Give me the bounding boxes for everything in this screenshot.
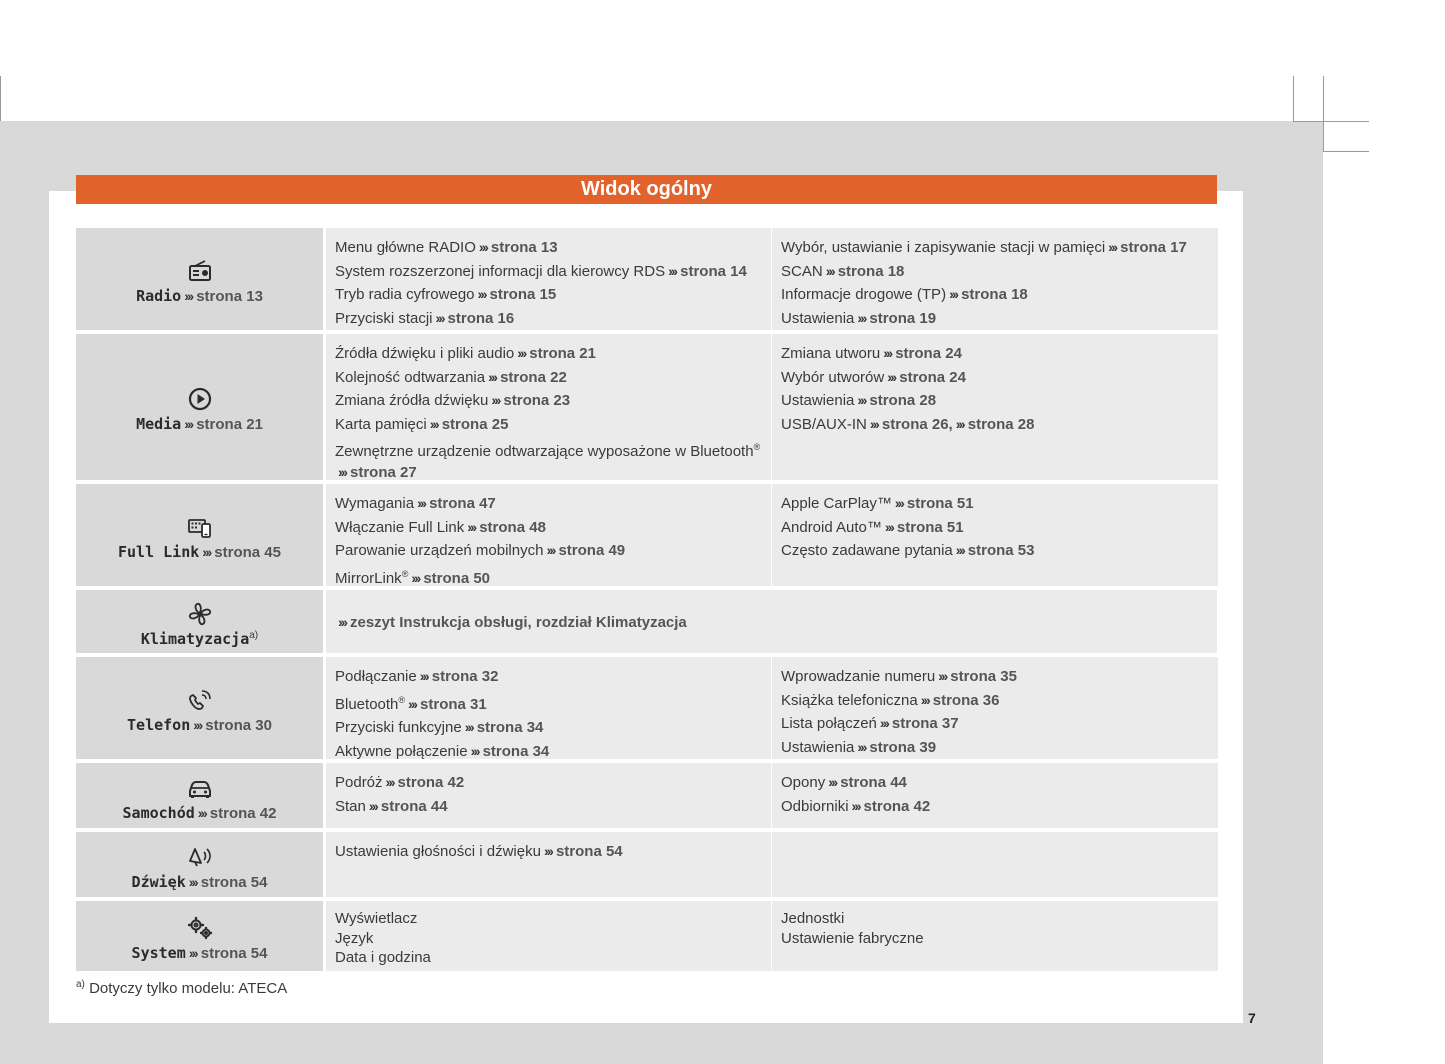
category-name: Telefon bbox=[127, 716, 191, 734]
page-reference[interactable]: strona 25 bbox=[441, 415, 509, 433]
reference-arrow-icon: ››› bbox=[825, 262, 834, 279]
entry-text: Wybór, ustawianie i zapisywanie stacji w pamięci bbox=[781, 239, 1106, 256]
page-reference[interactable]: strona 31 bbox=[420, 695, 487, 713]
table-row bbox=[76, 657, 1217, 759]
entry-text: Menu główne RADIO bbox=[335, 239, 476, 256]
reference-arrow-icon: ››› bbox=[857, 392, 866, 408]
category-name: System bbox=[131, 944, 186, 962]
page-reference[interactable]: strona 53 bbox=[967, 542, 1035, 559]
entry-line bbox=[335, 389, 763, 413]
entry-line bbox=[335, 516, 763, 540]
footnote-text: Dotyczy tylko modelu: ATECA bbox=[89, 980, 288, 997]
reference-arrow-icon: ››› bbox=[368, 797, 377, 814]
page-number: 7 bbox=[1248, 1010, 1256, 1026]
crop-mark bbox=[1293, 76, 1294, 121]
reference-arrow-icon: ››› bbox=[517, 345, 526, 361]
category-cell bbox=[76, 901, 323, 971]
entry-text: Podróż bbox=[335, 774, 383, 791]
table-row bbox=[76, 901, 1217, 971]
entry-text: Zewnętrzne urządzenie odtwarzające wyposażone w Bluetooth bbox=[335, 443, 754, 460]
full-link-icon bbox=[186, 513, 214, 541]
footnote-mark: a) bbox=[76, 979, 85, 990]
entry-line bbox=[781, 539, 1210, 563]
page-reference[interactable]: strona 35 bbox=[950, 668, 1017, 685]
entry-line bbox=[781, 413, 1210, 437]
page-reference[interactable]: strona 37 bbox=[891, 715, 959, 732]
reference-arrow-icon: ››› bbox=[938, 668, 947, 684]
category-page-reference[interactable]: strona 21 bbox=[196, 416, 263, 433]
page-reference[interactable]: strona 47 bbox=[429, 495, 496, 512]
reference-arrow-icon: ››› bbox=[857, 309, 866, 326]
content-cell-left bbox=[326, 484, 771, 586]
table-row bbox=[76, 590, 1217, 653]
reference-arrow-icon: ››› bbox=[408, 695, 417, 712]
content-cell-right bbox=[772, 334, 1218, 480]
category-label bbox=[132, 873, 268, 891]
page-reference[interactable]: strona 39 bbox=[869, 738, 937, 756]
category-cell bbox=[76, 228, 323, 330]
category-name: Dźwięk bbox=[131, 872, 186, 891]
reference-arrow-icon: ››› bbox=[188, 945, 197, 961]
page-reference[interactable]: strona 50 bbox=[423, 569, 491, 587]
page-reference[interactable]: strona 24 bbox=[895, 345, 962, 362]
entry-text: Informacje drogowe (TP) bbox=[781, 286, 947, 303]
entry-text: Lista połączeń bbox=[781, 715, 877, 732]
reference-arrow-icon: ››› bbox=[894, 495, 903, 511]
entry-line bbox=[781, 260, 1210, 284]
reference-arrow-icon: ››› bbox=[949, 286, 958, 302]
entry-line bbox=[335, 342, 763, 366]
page-reference[interactable]: strona 49 bbox=[558, 542, 626, 559]
entry-line bbox=[335, 909, 763, 929]
reference-arrow-icon: ››› bbox=[1108, 239, 1117, 255]
car-icon bbox=[186, 774, 214, 802]
entry-text: Ustawienia bbox=[781, 738, 855, 756]
entry-line bbox=[781, 307, 1210, 331]
page-reference[interactable]: strona 34 bbox=[482, 742, 550, 760]
page-reference[interactable]: strona 54 bbox=[555, 843, 623, 860]
reference-arrow-icon: ››› bbox=[464, 719, 473, 735]
entry-line bbox=[781, 689, 1210, 713]
reference-arrow-icon: ››› bbox=[884, 518, 893, 535]
category-name: Full Link bbox=[118, 543, 200, 561]
entry-text: Ustawienia bbox=[781, 309, 855, 327]
category-cell bbox=[76, 590, 323, 653]
reference-arrow-icon: ››› bbox=[488, 368, 497, 385]
reference-arrow-icon: ››› bbox=[417, 495, 426, 511]
reference-arrow-icon: ››› bbox=[338, 463, 346, 480]
entry-text: Ustawienia bbox=[781, 392, 855, 409]
entry-line bbox=[335, 840, 763, 864]
entry-text: Język bbox=[335, 929, 374, 947]
reference-arrow-icon: ››› bbox=[546, 542, 555, 558]
reference-arrow-icon: ››› bbox=[869, 415, 878, 432]
entry-text: Źródła dźwięku i pliki audio bbox=[335, 345, 515, 362]
entry-text: USB/AUX-IN bbox=[781, 415, 867, 433]
reference-arrow-icon: ››› bbox=[477, 286, 486, 302]
content-cell-left bbox=[326, 334, 771, 480]
table-row bbox=[76, 228, 1217, 330]
entry-text: SCAN bbox=[781, 262, 823, 280]
crop-mark bbox=[0, 76, 1, 121]
reference-arrow-icon: ››› bbox=[491, 392, 500, 408]
entry-text: Przyciski stacji bbox=[335, 309, 433, 327]
entry-text: Aktywne połączenie bbox=[335, 742, 468, 760]
table-row bbox=[76, 832, 1217, 897]
reference-arrow-icon: ››› bbox=[857, 738, 866, 755]
entry-text: Kolejność odtwarzania bbox=[335, 368, 486, 386]
category-page-reference[interactable]: strona 42 bbox=[209, 804, 277, 822]
category-cell bbox=[76, 763, 323, 828]
reference-arrow-icon: ››› bbox=[828, 774, 837, 790]
entry-text: Przyciski funkcyjne bbox=[335, 719, 462, 736]
page-reference[interactable]: strona 27 bbox=[350, 463, 417, 481]
entry-text: Ustawienia głośności i dźwięku bbox=[335, 843, 541, 860]
page-reference[interactable]: strona 44 bbox=[840, 774, 907, 791]
entry-line bbox=[781, 712, 1210, 736]
entry-line bbox=[335, 413, 763, 437]
content-cell-wide bbox=[326, 590, 1217, 653]
page-reference[interactable]: strona 16 bbox=[447, 309, 515, 327]
phone-icon bbox=[186, 686, 214, 714]
entry-line bbox=[781, 389, 1210, 413]
category-label bbox=[132, 944, 268, 962]
page-reference[interactable]: strona 19 bbox=[869, 309, 937, 327]
page-reference[interactable]: strona 32 bbox=[431, 668, 499, 685]
table-row bbox=[76, 763, 1217, 828]
page-reference[interactable]: strona 48 bbox=[479, 518, 546, 536]
content-cell-left bbox=[326, 763, 771, 828]
reference-arrow-icon: ››› bbox=[883, 345, 892, 361]
category-page-reference[interactable]: strona 13 bbox=[196, 288, 263, 305]
entry-line bbox=[781, 366, 1210, 390]
reference-arrow-icon: ››› bbox=[184, 416, 193, 432]
reference-arrow-icon: ››› bbox=[193, 717, 202, 733]
reference-arrow-icon: ››› bbox=[851, 797, 860, 814]
page-reference[interactable]: strona 23 bbox=[503, 392, 571, 409]
entry-text: Karta pamięci bbox=[335, 415, 427, 433]
content-cell-left bbox=[326, 901, 771, 971]
play-icon bbox=[186, 385, 214, 413]
reference-arrow-icon: ››› bbox=[385, 774, 394, 790]
entry-line bbox=[335, 611, 687, 635]
content-cell-left bbox=[326, 832, 771, 897]
category-page-reference[interactable]: strona 54 bbox=[200, 945, 268, 962]
entry-line bbox=[335, 436, 763, 464]
page-title-text: Widok ogólny bbox=[581, 178, 712, 200]
reference-arrow-icon: ››› bbox=[419, 668, 428, 684]
page-reference[interactable]: strona 17 bbox=[1120, 239, 1187, 256]
content-cell-right bbox=[772, 901, 1218, 971]
page-reference[interactable]: strona 51 bbox=[906, 495, 974, 512]
category-name: Klimatyzacja bbox=[140, 629, 250, 648]
page-title bbox=[76, 175, 1217, 204]
page-reference[interactable]: strona 13 bbox=[490, 239, 558, 256]
entry-line bbox=[335, 771, 763, 795]
entry-text: Stan bbox=[335, 797, 366, 815]
table-row bbox=[76, 334, 1217, 480]
entry-line bbox=[335, 283, 763, 307]
reference-arrow-icon: ››› bbox=[668, 262, 677, 279]
overview-table bbox=[76, 228, 1217, 971]
entry-line bbox=[335, 795, 763, 819]
category-label bbox=[136, 287, 263, 305]
page-reference[interactable]: strona 28 bbox=[869, 392, 937, 409]
reference-arrow-icon: ››› bbox=[955, 542, 964, 558]
crop-mark bbox=[1323, 76, 1324, 152]
category-cell bbox=[76, 484, 323, 586]
entry-line bbox=[335, 366, 763, 390]
reference-arrow-icon: ››› bbox=[470, 742, 479, 759]
gears-icon bbox=[186, 914, 214, 942]
entry-text: Zmiana utworu bbox=[781, 345, 881, 362]
entry-text: Wybór utworów bbox=[781, 368, 885, 386]
category-name: Samochód bbox=[122, 803, 195, 822]
entry-text: Włączanie Full Link bbox=[335, 518, 465, 536]
entry-line bbox=[335, 740, 763, 764]
entry-text: Podłączanie bbox=[335, 668, 417, 685]
entry-line bbox=[781, 736, 1210, 760]
category-cell bbox=[76, 832, 323, 897]
page-reference[interactable]: strona 34 bbox=[476, 719, 544, 736]
manual-reference[interactable]: zeszyt Instrukcja obsługi, rozdział Klimatyzacja bbox=[350, 613, 687, 631]
entry-line bbox=[335, 948, 763, 968]
content-cell-right bbox=[772, 657, 1218, 759]
entry-text: Jednostki bbox=[781, 910, 845, 927]
entry-line bbox=[781, 516, 1210, 540]
entry-text: Ustawienie fabryczne bbox=[781, 929, 924, 947]
page-reference[interactable]: strona 51 bbox=[896, 518, 964, 536]
registered-mark: ® bbox=[401, 568, 409, 579]
content-cell-right bbox=[772, 484, 1218, 586]
content-cell-left bbox=[326, 657, 771, 759]
entry-text: MirrorLink bbox=[335, 569, 402, 587]
reference-arrow-icon: ››› bbox=[920, 691, 929, 708]
category-cell bbox=[76, 334, 323, 480]
entry-line bbox=[781, 795, 1210, 819]
fan-icon bbox=[186, 600, 214, 628]
content-cell-right bbox=[772, 832, 1218, 897]
entry-line bbox=[335, 461, 763, 485]
page-reference[interactable]: strona 42 bbox=[863, 797, 931, 815]
page-reference[interactable]: strona 21 bbox=[529, 345, 596, 362]
category-label bbox=[141, 630, 258, 648]
footnote bbox=[76, 979, 287, 997]
reference-arrow-icon: ››› bbox=[543, 843, 552, 859]
reference-arrow-icon: ››› bbox=[435, 309, 444, 326]
entry-text: Bluetooth bbox=[335, 695, 399, 713]
reference-arrow-icon: ››› bbox=[202, 544, 211, 560]
page-reference[interactable]: strona 42 bbox=[397, 774, 465, 791]
page-reference[interactable]: strona 14 bbox=[680, 262, 747, 280]
speaker-icon bbox=[186, 843, 214, 871]
page-reference[interactable]: strona 18 bbox=[961, 286, 1028, 303]
category-label bbox=[136, 415, 263, 433]
page-reference[interactable]: strona 28 bbox=[967, 415, 1035, 433]
crop-mark bbox=[1293, 121, 1369, 122]
reference-arrow-icon: ››› bbox=[887, 368, 896, 385]
entry-line bbox=[335, 539, 763, 563]
entry-text: Android Auto™ bbox=[781, 518, 882, 536]
entry-line bbox=[335, 492, 763, 516]
entry-text: Apple CarPlay™ bbox=[781, 495, 892, 512]
entry-text: Często zadawane pytania bbox=[781, 542, 953, 559]
category-name: Media bbox=[136, 415, 182, 433]
entry-text: Wymagania bbox=[335, 495, 415, 512]
category-page-reference[interactable]: strona 54 bbox=[200, 873, 268, 891]
page-reference[interactable]: strona 24 bbox=[899, 368, 966, 386]
entry-line bbox=[335, 689, 763, 717]
reference-arrow-icon: ››› bbox=[467, 518, 476, 535]
category-label bbox=[127, 716, 272, 734]
entry-text: Książka telefoniczna bbox=[781, 691, 918, 709]
content-cell-right bbox=[772, 228, 1218, 330]
registered-mark: ® bbox=[398, 694, 406, 705]
category-page-reference[interactable]: strona 45 bbox=[214, 544, 281, 561]
reference-arrow-icon: ››› bbox=[478, 239, 487, 255]
entry-line bbox=[335, 236, 763, 260]
category-page-reference[interactable]: strona 30 bbox=[205, 717, 272, 734]
footnote-mark: a) bbox=[249, 629, 259, 641]
page-reference[interactable]: strona 44 bbox=[380, 797, 448, 815]
entry-line bbox=[781, 909, 1210, 929]
entry-line bbox=[781, 342, 1210, 366]
page-reference[interactable]: strona 22 bbox=[500, 368, 567, 386]
entry-text: Wyświetlacz bbox=[335, 910, 418, 927]
content-cell-left bbox=[326, 228, 771, 330]
reference-arrow-icon: ››› bbox=[188, 873, 197, 890]
entry-text: Opony bbox=[781, 774, 826, 791]
table-row bbox=[76, 484, 1217, 586]
entry-text: Zmiana źródła dźwięku bbox=[335, 392, 489, 409]
reference-arrow-icon: ››› bbox=[184, 288, 193, 304]
entry-line bbox=[781, 929, 1210, 949]
category-name: Radio bbox=[136, 287, 182, 305]
page-reference[interactable]: strona 36 bbox=[932, 691, 1000, 709]
crop-mark bbox=[1323, 151, 1369, 152]
registered-mark: ® bbox=[753, 442, 761, 452]
reference-arrow-icon: ››› bbox=[197, 804, 206, 821]
entry-text: Odbiorniki bbox=[781, 797, 849, 815]
content-cell-right bbox=[772, 763, 1218, 828]
entry-line bbox=[781, 283, 1210, 307]
entry-line bbox=[335, 929, 763, 949]
entry-line bbox=[335, 716, 763, 740]
reference-arrow-icon: ››› bbox=[338, 613, 346, 630]
reference-arrow-icon: ››› bbox=[879, 715, 888, 731]
reference-arrow-icon: ››› bbox=[955, 415, 964, 432]
category-cell bbox=[76, 657, 323, 759]
entry-line bbox=[335, 307, 763, 331]
entry-text: Tryb radia cyfrowego bbox=[335, 286, 475, 303]
entry-line bbox=[335, 665, 763, 689]
entry-line bbox=[781, 236, 1210, 260]
entry-line bbox=[335, 260, 763, 284]
reference-arrow-icon: ››› bbox=[429, 415, 438, 432]
entry-text: System rozszerzonej informacji dla kierowcy RDS bbox=[335, 262, 666, 280]
entry-line bbox=[781, 665, 1210, 689]
entry-text: Wprowadzanie numeru bbox=[781, 668, 936, 685]
category-label bbox=[123, 804, 277, 822]
entry-text: Parowanie urządzeń mobilnych bbox=[335, 542, 544, 559]
reference-arrow-icon: ››› bbox=[411, 569, 420, 586]
page-reference[interactable]: strona 15 bbox=[489, 286, 557, 303]
page-reference[interactable]: strona 26, bbox=[881, 415, 953, 433]
category-label bbox=[118, 543, 281, 561]
radio-icon bbox=[186, 257, 214, 285]
entry-line bbox=[781, 771, 1210, 795]
entry-line bbox=[335, 563, 763, 591]
entry-text: Data i godzina bbox=[335, 949, 431, 966]
page-reference[interactable]: strona 18 bbox=[837, 262, 905, 280]
entry-line bbox=[781, 492, 1210, 516]
